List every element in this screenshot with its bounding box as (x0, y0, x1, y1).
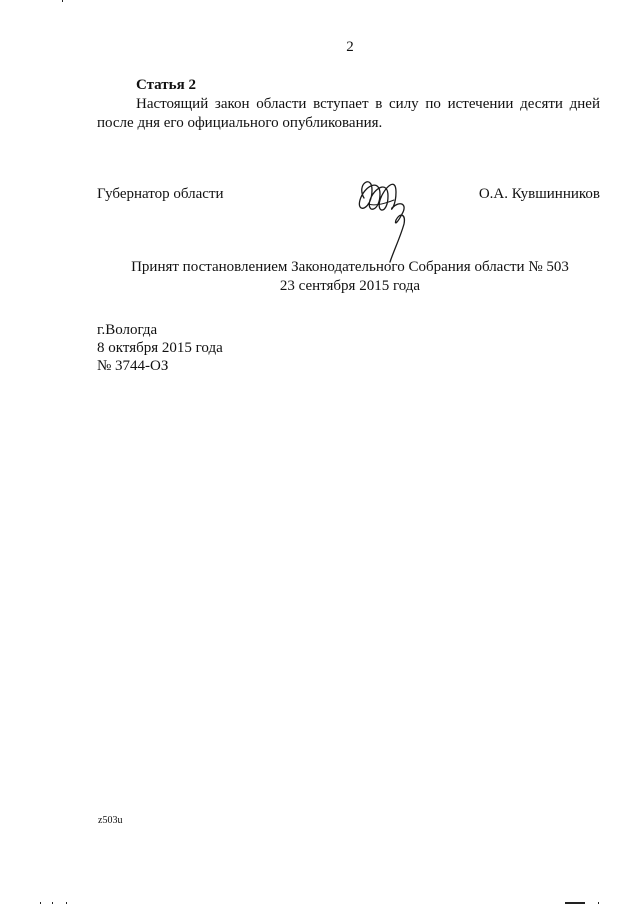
scan-mark (565, 902, 585, 904)
signing-date: 8 октября 2015 года (97, 340, 223, 356)
article-heading: Статья 2 (136, 77, 196, 93)
scan-mark (66, 902, 67, 904)
article-text-line-1: Настоящий закон области вступает в силу по истечении десяти дней (136, 96, 600, 112)
adoption-statement: Принят постановлением Законодательного Собрания области № 503 (131, 259, 569, 275)
scan-mark (52, 902, 53, 904)
article-body (97, 95, 600, 133)
signatory-name: О.А. Кувшинников (478, 186, 600, 202)
article-text-line-2: после дня его официального опубликования. (97, 115, 383, 131)
scan-mark (62, 0, 63, 2)
signature-image (350, 170, 420, 265)
signatory-title: Губернатор области (97, 186, 224, 202)
adoption-date: 23 сентября 2015 года (279, 278, 421, 294)
file-code: z503u (98, 815, 123, 826)
page-number: 2 (346, 39, 354, 55)
scan-mark (40, 902, 41, 904)
law-number: № 3744-ОЗ (97, 358, 169, 374)
place-of-signing: г.Вологда (97, 322, 158, 338)
scan-mark (598, 902, 599, 904)
